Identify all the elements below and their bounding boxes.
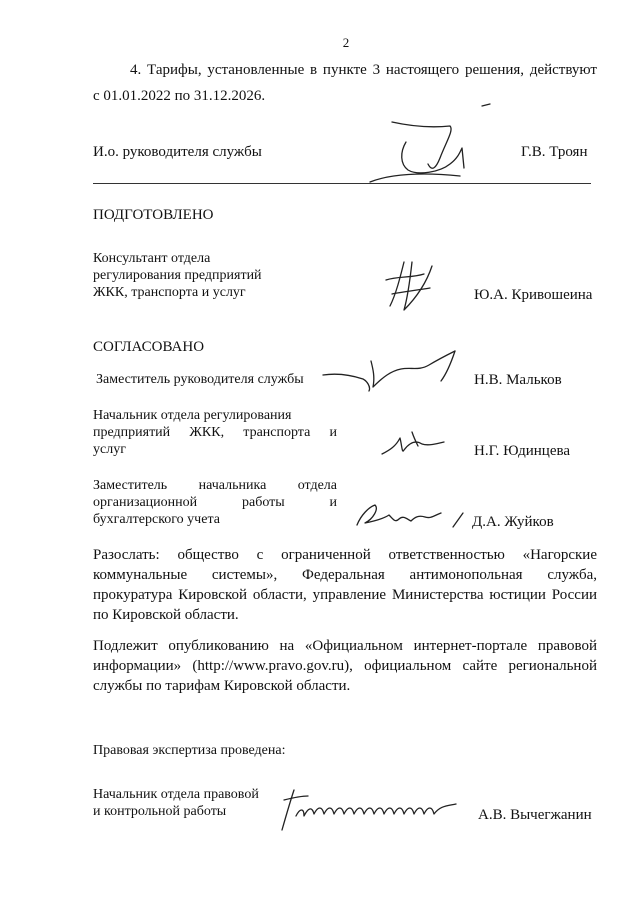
item-4-line-1: 4. Тарифы, установленные в пункте 3 настоящего решения, действуют (130, 62, 597, 78)
agreed-heading: СОГЛАСОВАНО (93, 339, 205, 355)
head-signature (370, 102, 500, 182)
legal-note: Правовая экспертиза проведена: (93, 743, 286, 758)
agreed-person-3-position (93, 477, 337, 528)
agreed-person-3-signature (355, 497, 465, 537)
distribution-block (93, 545, 597, 625)
prepared-position-line: регулирования предприятий (93, 268, 262, 283)
prepared-position (93, 250, 333, 301)
distribution-line: коммунальные системы», Федеральная антимонопольная служба, (93, 567, 597, 583)
distribution-line: прокуратура Кировской области, управление Министерства юстиции России (93, 587, 597, 603)
agreed-position-line: услуг (93, 442, 126, 457)
publication-line: информации» (http://www.pravo.gov.ru), официальном сайте региональной (93, 658, 597, 674)
legal-position-line: и контрольной работы (93, 804, 227, 819)
agreed-person-3-name: Д.А. Жуйков (472, 514, 554, 530)
prepared-name: Ю.А. Кривошеина (474, 287, 593, 303)
item-4-line-2: с 01.01.2022 по 31.12.2026. (93, 88, 266, 104)
legal-signature (282, 786, 462, 836)
agreed-position-line: Начальник отдела регулирования (93, 408, 292, 423)
page-number: 2 (342, 35, 350, 50)
head-name: Г.В. Троян (521, 144, 588, 160)
prepared-position-line: ЖКК, транспорта и услуг (93, 285, 246, 300)
publication-line: службы по тарифам Кировской области. (93, 678, 351, 694)
agreed-position-line: организационной работы и (93, 495, 337, 510)
legal-position-line: Начальник отдела правовой (93, 787, 259, 802)
agreed-person-2-signature (382, 424, 462, 464)
legal-position (93, 786, 293, 820)
legal-name: А.В. Вычегжанин (478, 807, 592, 823)
agreed-person-1-position (96, 371, 336, 388)
agreed-person-2-position (93, 407, 337, 458)
prepared-position-line: Консультант отдела (93, 251, 211, 266)
agreed-position-line: Заместитель начальника отдела (93, 478, 337, 493)
agreed-position-line: Заместитель руководителя службы (96, 372, 304, 387)
head-position: И.о. руководителя службы (93, 144, 262, 160)
agreed-person-2-name: Н.Г. Юдинцева (474, 443, 571, 459)
distribution-line: Разослать: общество с ограниченной ответственностью «Нагорские (93, 547, 597, 563)
head-separator-line (93, 183, 591, 184)
prepared-signature (382, 258, 442, 318)
publication-block (93, 636, 597, 696)
distribution-line: по Кировской области. (93, 607, 239, 623)
prepared-heading: ПОДГОТОВЛЕНО (93, 207, 214, 223)
agreed-person-1-name: Н.В. Мальков (474, 372, 562, 388)
agreed-position-line: бухгалтерского учета (93, 512, 220, 527)
agreed-person-1-signature (323, 347, 473, 397)
publication-line: Подлежит опубликованию на «Официальном интернет-портале правовой (93, 638, 597, 654)
agreed-position-line: предприятий ЖКК, транспорта и (93, 425, 337, 440)
